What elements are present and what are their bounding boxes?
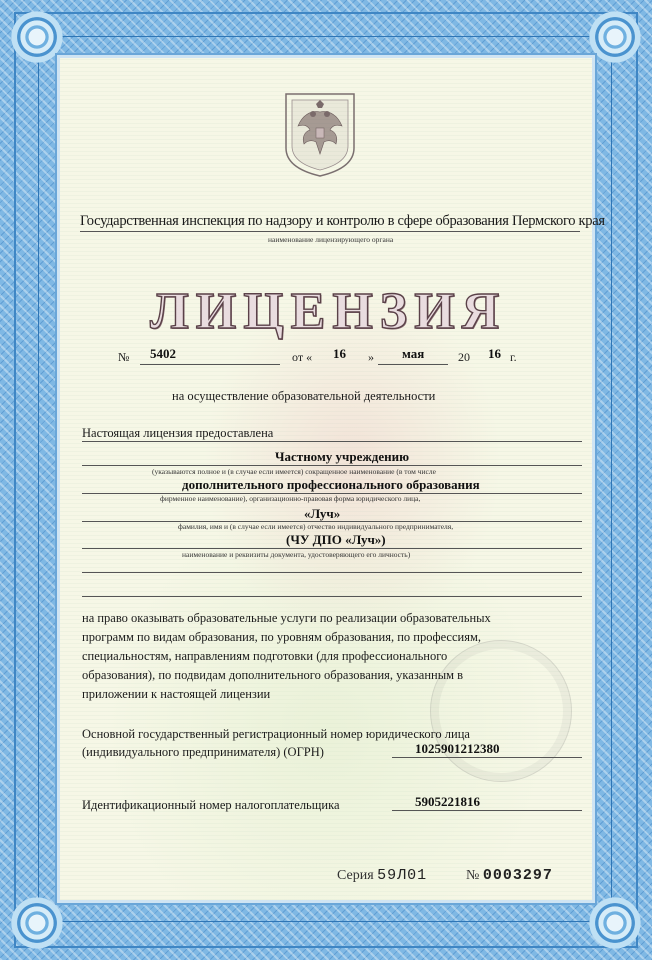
rights-line-1: на право оказывать образовательные услуги по реализации образовательных [82, 611, 491, 625]
corner-rosette-icon [8, 8, 66, 66]
authority-underline [80, 231, 580, 232]
license-year: 16 [488, 346, 501, 361]
licensee-line-3: «Луч» [304, 506, 341, 521]
licensee-line-1: Частному учреждению [275, 449, 410, 464]
date-prefix: от « [292, 350, 313, 364]
series-label [337, 867, 427, 884]
licensee-caption-3: фамилия, имя и (в случае если имеется) отчество индивидуального предпринимателя, [178, 522, 454, 531]
ogrn-label-line-1: Основной государственный регистрационный номер юридического лица [82, 727, 470, 741]
authority-caption: наименование лицензирующего органа [268, 235, 394, 244]
rights-line-2: программ по видам образования, по уровням образования, по профессиям, [82, 630, 482, 644]
rights-line-3: специальностям, направлениям подготовки (для профессионального [82, 649, 448, 663]
blank-underline-2 [82, 596, 582, 597]
ogrn-label-line-2: (индивидуального предпринимателя) (ОГРН) [82, 745, 324, 759]
licensee-caption-1: (указываются полное и (в случае если имеется) сокращенное наименование (в том числе [152, 467, 436, 476]
blank-number-value: 0003297 [482, 867, 553, 884]
corner-rosette-icon [586, 894, 644, 952]
blank-underline-1 [82, 572, 582, 573]
inn-value: 5905221816 [415, 794, 480, 809]
year-unit: г. [510, 350, 517, 364]
rights-line-4: образования), по подвидам дополнительного образования, указанным в [82, 668, 464, 682]
series-label-text: Серия [337, 868, 374, 883]
license-month: мая [402, 346, 425, 361]
licensee-line-2: дополнительного профессионального образования [182, 477, 480, 492]
year-prefix: 20 [458, 350, 470, 364]
corner-rosette-icon [586, 8, 644, 66]
licensee-underline-4 [82, 548, 582, 549]
granted-underline [82, 441, 582, 442]
faded-stamp [430, 640, 572, 782]
document-title: ЛИЦЕНЗИЯ [150, 283, 507, 340]
licensee-line-4: (ЧУ ДПО «Луч») [286, 532, 386, 547]
ogrn-underline [392, 757, 582, 758]
month-underline [378, 364, 448, 365]
inn-underline [392, 810, 582, 811]
license-number: 5402 [150, 346, 176, 361]
license-day: 16 [333, 346, 346, 361]
license-purpose: на осуществление образовательной деятельности [172, 389, 436, 403]
coat-of-arms-icon [280, 90, 360, 178]
date-day-close: » [368, 350, 374, 364]
inn-label: Идентификационный номер налогоплательщика [82, 798, 340, 812]
corner-rosette-icon [8, 894, 66, 952]
granted-to-label: Настоящая лицензия предоставлена [82, 426, 274, 440]
licensee-caption-2: фирменное наименование), организационно-правовая форма юридического лица, [160, 494, 421, 503]
licensee-caption-4: наименование и реквизиты документа, удостоверяющего его личность) [182, 550, 411, 559]
blank-number [466, 867, 553, 884]
series-value: 59Л01 [377, 867, 428, 884]
licensing-authority-name: Государственная инспекция по надзору и контролю в сфере образования Пермского края [80, 213, 605, 229]
number-underline [140, 364, 280, 365]
blank-number-label: № [466, 868, 480, 883]
license-number-label: № [118, 350, 130, 364]
rights-line-5: приложении к настоящей лицензии [82, 687, 271, 701]
licensee-underline-1 [82, 465, 582, 466]
ogrn-value: 1025901212380 [415, 741, 500, 756]
